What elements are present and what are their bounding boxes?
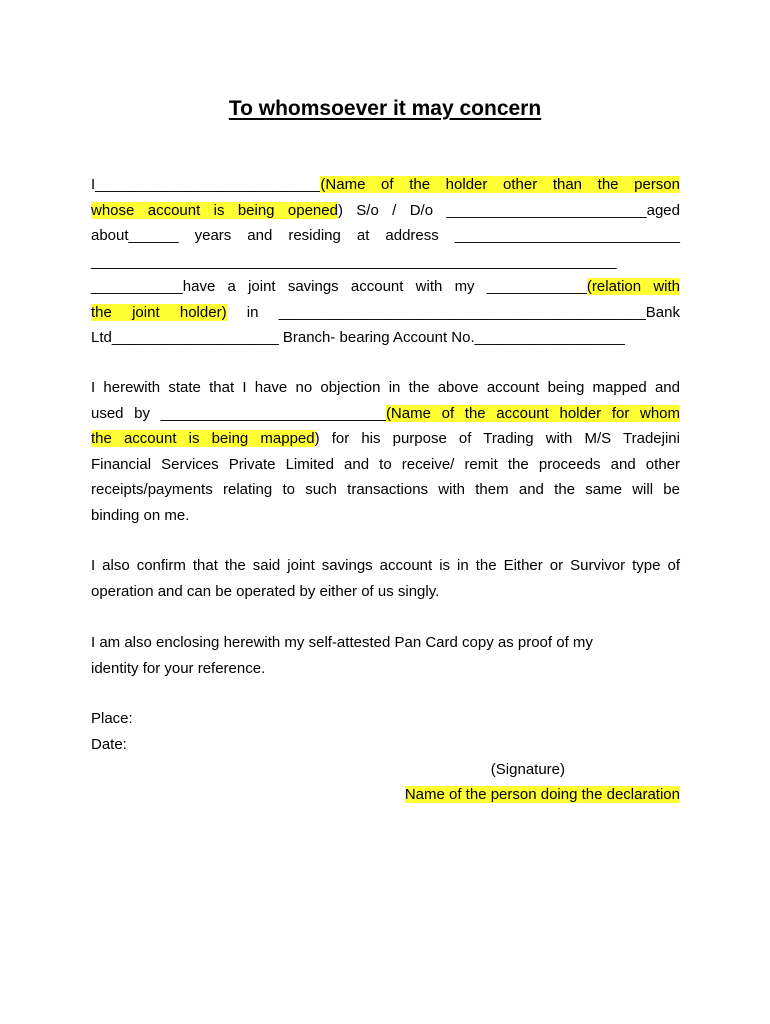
highlight-note: whose account is being opened [91, 201, 338, 219]
age-address-line: about______ years and residing at address ___________________________ [91, 227, 680, 244]
joint-account-text: ___________have a joint savings account with my ____________ [91, 278, 587, 295]
holder-details-paragraph [91, 172, 680, 351]
highlight-note: the account is being mapped [91, 430, 315, 447]
place-label: Place: [91, 710, 133, 727]
signature-name [91, 782, 680, 808]
parent-name-blank: ) S/o / D/o ________________________aged [337, 201, 680, 219]
address-blank-line: _______________________________________________________________ [91, 252, 617, 270]
mapped-holder-blank: used by ___________________________ [91, 404, 386, 422]
date-label: Date: [91, 735, 127, 753]
highlight-note: (Name of the account holder for whom [385, 404, 681, 422]
branch-account-line: Ltd____________________ Branch- bearing Account No.__________________ [91, 329, 625, 346]
either-survivor-paragraph: I also confirm that the said joint savings account is in the Either or Survivor type of operation and can be operated by either of us singly. [91, 557, 680, 600]
holder-name-blank: I___________________________ [91, 176, 321, 193]
document-title: To whomsoever it may concern [228, 97, 542, 120]
signature-label: (Signature) [490, 761, 565, 778]
pan-card-paragraph: I am also enclosing herewith my self-attested Pan Card copy as proof of my identity for your reference. [91, 634, 593, 677]
no-objection-paragraph: I herewith state that I have no objection in the above account being mapped and used by ___________________________(Name of the account holder for whom the account is being mapped) for his purpose of Trading with M/S Tradejini Financial Services Private Limited and to receive/ remit the proceeds and other receipts/payments relating to such transactions with them and the same will be binding on me. [91, 379, 681, 524]
highlight-note: the joint holder) [91, 303, 227, 321]
highlight-note: (relation with [586, 278, 680, 295]
place-date-block [91, 706, 680, 757]
bank-name-blank: in ____________________________________________Bank [226, 303, 680, 321]
highlight-note: Name of the person doing the declaration [404, 786, 680, 803]
highlight-note: (Name of the holder other than the person [320, 176, 680, 193]
